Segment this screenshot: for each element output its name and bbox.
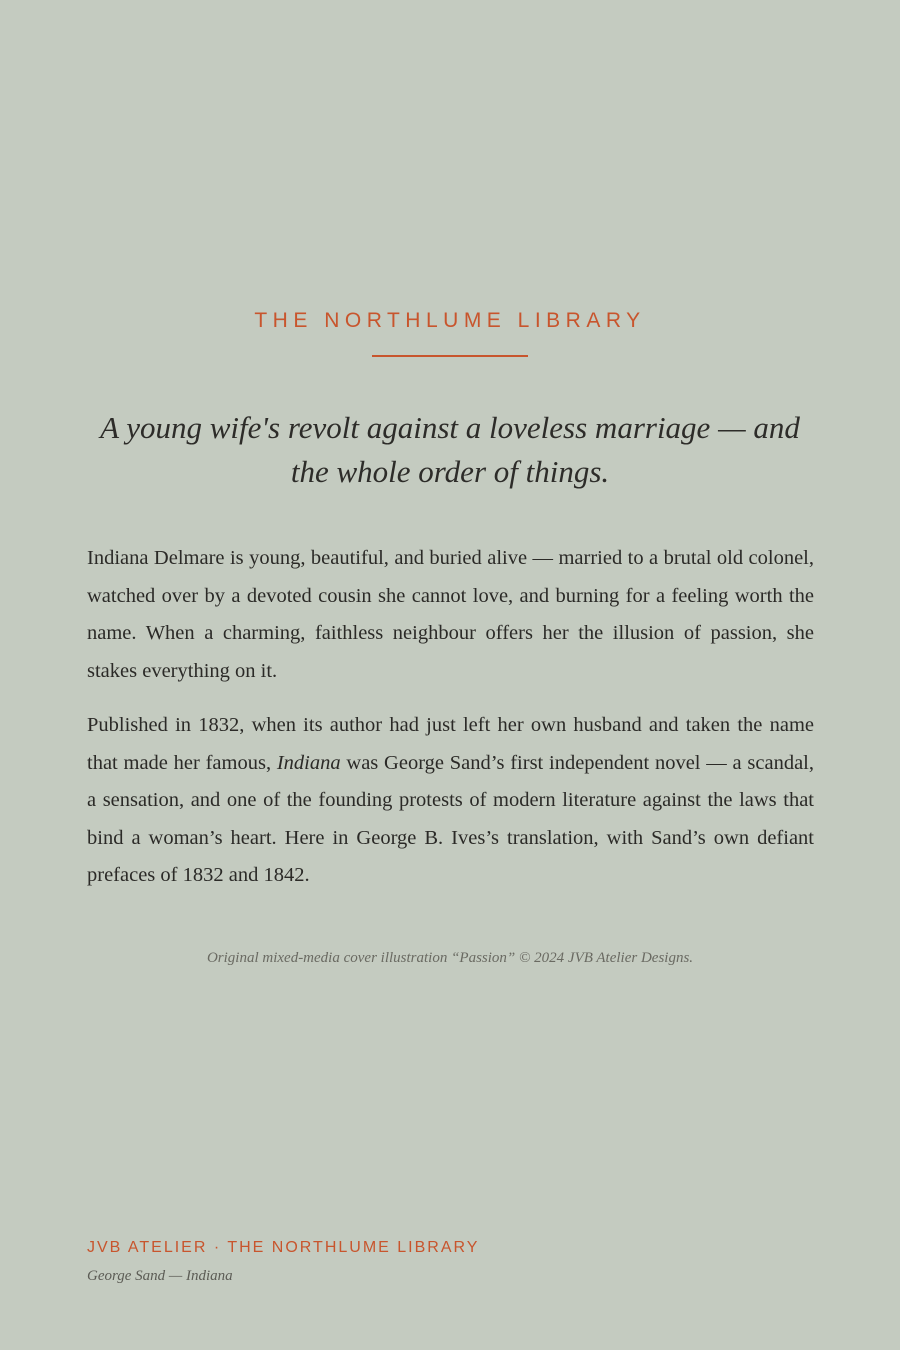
blurb-paragraph-2 — [87, 707, 814, 895]
tagline-line-1: A young wife's revolt against a loveless marriage — and — [100, 410, 800, 445]
blurb-paragraph-2-start: Published in 1832, when its author had just left her own husband and taken the name that made her famous, — [87, 714, 814, 774]
footer-imprint: JVB ATELIER · THE NORTHLUME LIBRARY — [87, 1239, 480, 1256]
footer-author-title: George Sand — Indiana — [87, 1268, 233, 1284]
blurb-paragraph-2-end: was George Sand’s first independent novel — a scandal, a sensation, and one of the founding protests of modern literature against the laws that bind a woman’s heart. Here in George B. Ives’s translation, with Sand’s own defiant prefaces of 1832 and 1842. — [87, 751, 814, 886]
illustration-credit: Original mixed-media cover illustration “Passion” © 2024 JVB Atelier Designs. — [206, 950, 694, 966]
blurb — [87, 540, 814, 912]
title-divider — [372, 355, 528, 357]
tagline — [70, 406, 830, 494]
series-title: THE NORTHLUME LIBRARY — [254, 309, 646, 332]
book-title: Indiana — [276, 751, 341, 774]
blurb-paragraph-1: Indiana Delmare is young, beautiful, and buried alive — married to a brutal old colonel, watched over by a devoted cousin she cannot love, and burning for a feeling worth the name. When a charming, faithless neighbour offers her the illusion of passion, she stakes everything on it. — [87, 547, 814, 682]
tagline-line-2: the whole order of things. — [290, 454, 610, 489]
